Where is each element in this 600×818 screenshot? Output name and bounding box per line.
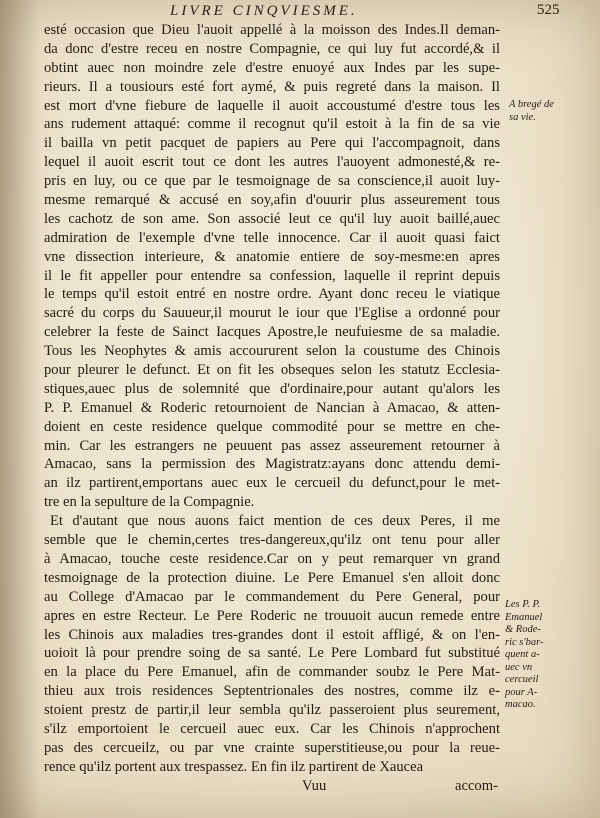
text-line: thieu aux trois residences Septentrionales des nostres, comme ilz e- <box>44 683 500 700</box>
text-line: le temps qu'il estoit entré en nostre ordre. Ayant donc receu le viatique <box>44 286 500 303</box>
text-line: Amacao, sans la permission des Magistratz:ayans donc attendu demi- <box>44 456 500 473</box>
text-line: rence qu'ilz portent aux trespassez. En fin ilz partirent de Xaucea <box>44 758 424 775</box>
marginal-note <box>509 99 554 124</box>
text-line: au College d'Amacao par le commandement du Pere General, pour <box>44 588 500 605</box>
text-line: tesmoignage de la protection diuine. Le Pere Emanuel s'en alloit donc <box>44 569 500 586</box>
marginal-note <box>505 599 544 712</box>
marginal-note-line: ric s'bar- <box>505 636 544 648</box>
marginal-note-line: Les P. P. <box>505 599 541 610</box>
text-line: sacré du corps du Sauueur,il mourut le iour que l'Eglise a ordonné pour <box>44 305 500 322</box>
text-line: ans rudement attaqué: comme il recognut qu'il estoit à la fin de sa vie <box>44 116 500 133</box>
text-line: vne dissection interieure, & anatomie entiere de soy-mesme:en apres <box>44 248 500 265</box>
text-line: les cachotz de son ame. Son associé leut ce qu'il luy auoit baillé,auec <box>44 210 500 227</box>
catchword: accom- <box>455 778 498 794</box>
text-line: Et d'autant que nous auons faict mention de ces deux Peres, il me <box>50 513 500 530</box>
text-line: admiration de l'exemple d'vne telle innocence. Car il auoit quasi faict <box>44 229 500 246</box>
marginal-note-line: A bregé de <box>509 99 554 110</box>
running-head: LIVRE CINQVIESME. <box>170 3 358 19</box>
text-line: lequel il auoit escrit tout ce dont les autres l'auoyent admonesté,& re- <box>44 154 500 171</box>
text-line: est mort d'vne fiebure de laquelle il auoit accoustumé d'estre tous les <box>44 97 500 114</box>
text-line: à Amacao, touche ceste residence.Car on y peut remarquer vn grand <box>44 550 500 567</box>
text-line: pris en luy, ou ce que par le tesmoignage de sa conscience,il auoit luy- <box>44 173 500 190</box>
text-line: esté occasion que Dieu l'auoit appellé à la moisson des Indes.Il deman- <box>44 22 500 38</box>
text-line: P. P. Emanuel & Roderic retournoient de Nancian à Amacao, & atten- <box>44 399 500 416</box>
text-line: pour pleurer le defunct. Et on fit les obseques selon les statutz Ecclesia- <box>44 362 500 379</box>
text-line: celebrer la feste de Sainct Iacques Apostre,le neufuiesme de sa maladie. <box>44 324 500 341</box>
text-line: semble que le chemin,certes tres-dangereux,qu'ilz ont tenu pour aller <box>44 532 500 549</box>
text-line: tre en la sepulture de la Compagnie. <box>44 494 255 511</box>
text-line: il bailla vn petit pacquet de papiers au Pere qui l'accompagnoit, dans <box>44 135 500 152</box>
marginal-note-line: sa vie. <box>509 111 536 123</box>
marginal-note-line: Emanuel <box>505 611 543 623</box>
text-line: an ilz partirent,emportans auec eux le cercueil du defunct,pour le met- <box>44 475 500 492</box>
text-line: da donc d'estre receu en nostre Compagnie, ce qui luy fut accordé,& il <box>44 40 500 57</box>
text-line: stiques,auec plus de solemnité que d'ordinaire,pour autant qu'alors les <box>44 380 500 397</box>
marginal-note-line: quent a- <box>505 649 540 660</box>
marginal-note-line: uec vn <box>505 661 533 673</box>
text-line: apres en estre Recteur. Le Pere Roderic ne trouuoit aucun remede entre <box>44 607 500 624</box>
text-line: mesme remarqué & accusé en soy,afin d'ouurir plus asseurement tous <box>44 192 500 209</box>
marginal-note-line: pour A- <box>505 686 538 698</box>
text-line: en la place du Pere Emanuel, afin de commander soubz le Pere Mat- <box>44 664 500 681</box>
text-line: Tous les Neophytes & amis accoururent selon la coustume des Chinois <box>44 343 500 360</box>
text-line: les Chinois aux maladies tres-grandes dont il estoit affligé, & on l'en- <box>44 626 500 643</box>
marginal-note-line: macao. <box>505 699 536 710</box>
text-line: min. Car les estrangers ne peuuent pas assez asseurement retourner à <box>44 437 500 454</box>
text-line: stoient prestz de partir,il leur sembla qu'ilz passeroient plus seurement, <box>44 702 500 719</box>
marginal-note-line: cercueil <box>505 674 539 685</box>
text-line: uoioit là pour prendre soing de sa santé. Le Pere Lombard fut substitué <box>44 645 500 662</box>
signature-mark: Vuu <box>302 778 327 794</box>
text-line: s'ilz emportoient le cercueil auec eux. Car les Chinois n'approchent <box>44 720 500 737</box>
text-line: doient en ceste residence quelque commodité pour se mettre en che- <box>44 418 500 435</box>
marginal-note-line: & Rode- <box>505 624 541 635</box>
body-text <box>44 21 500 777</box>
page-number: 525 <box>537 2 560 18</box>
text-line: pas des cercueilz, ou par vne crainte superstitieuse,ou pour la reue- <box>44 739 500 756</box>
text-line: rieurs. Il a tousiours esté fort aymé, & puis regreté dans la maison. Il <box>44 78 500 95</box>
text-line: obtint auec non moindre zele d'estre enuoyé aux Indes par les supe- <box>44 59 500 76</box>
text-line: il le fit appeller pour entendre sa confession, laquelle il reprint depuis <box>44 267 500 284</box>
